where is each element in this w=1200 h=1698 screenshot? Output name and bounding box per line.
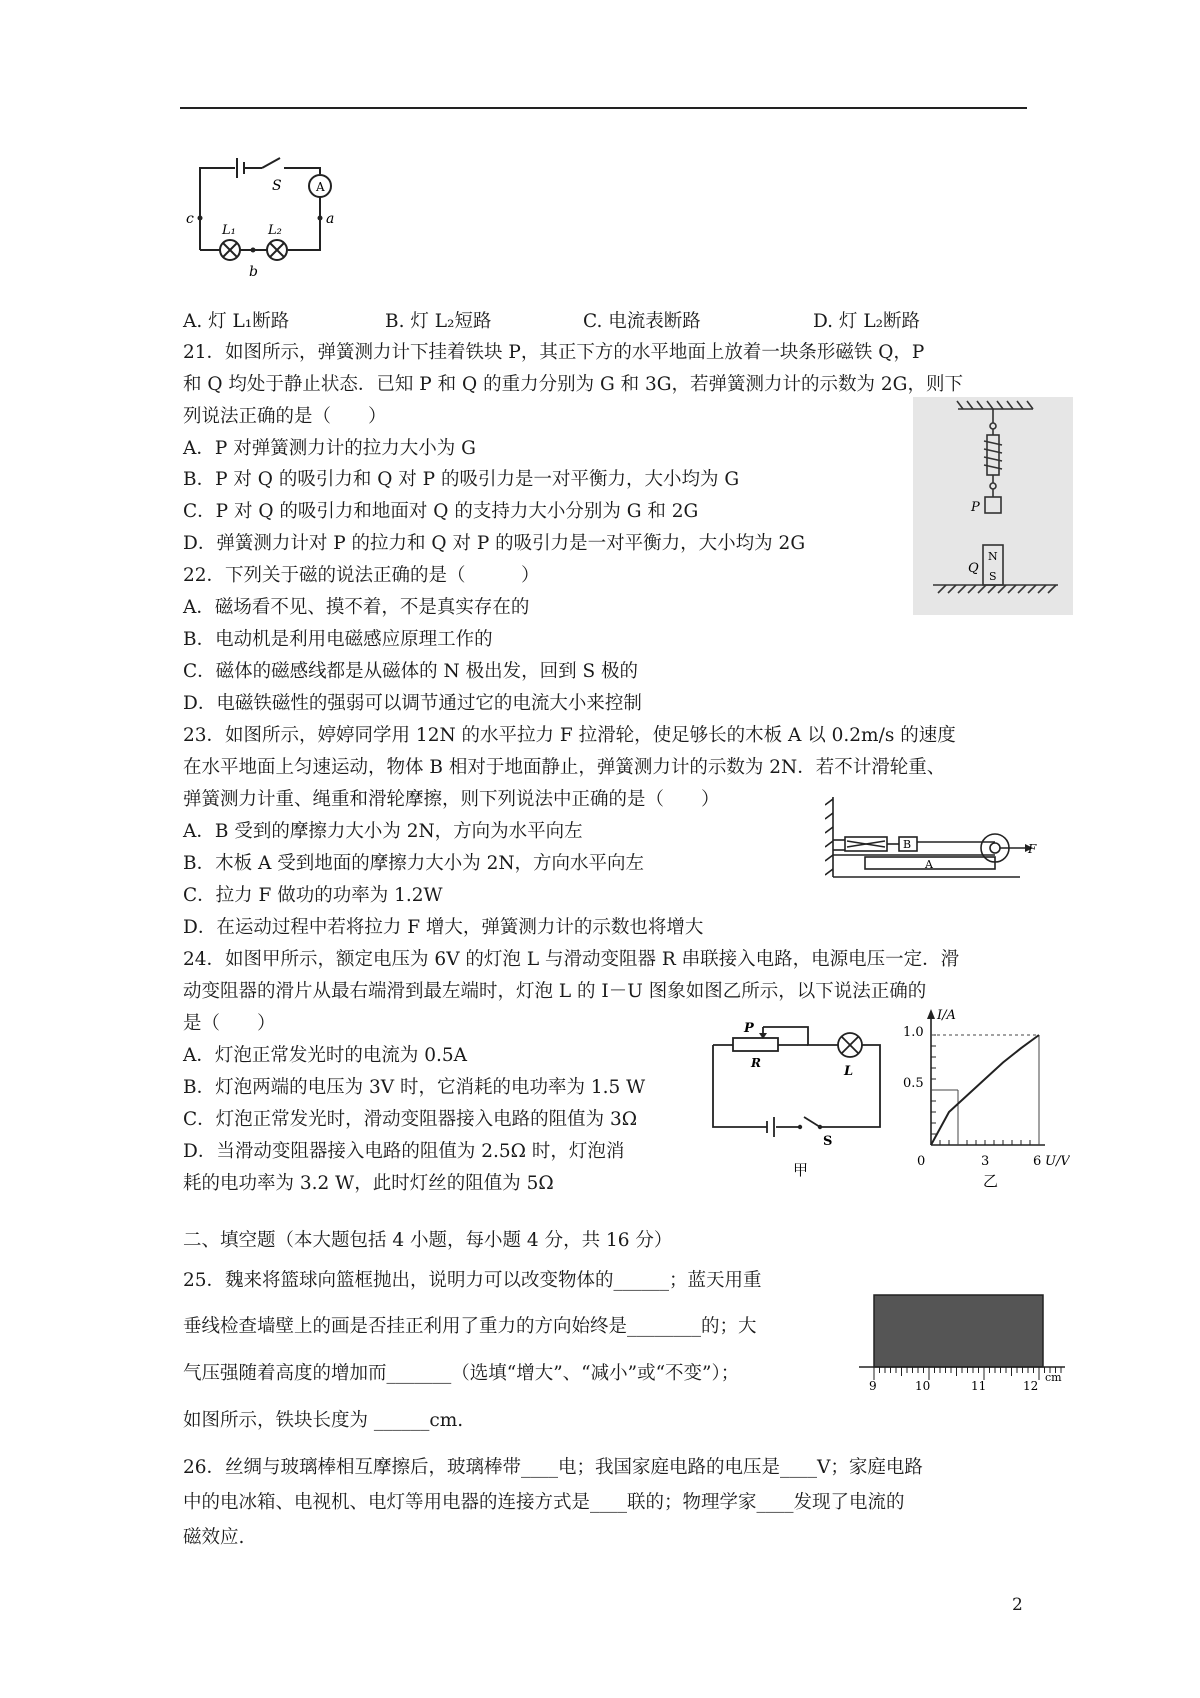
q20-label-a: a: [326, 211, 335, 227]
q24-circuit-figure: [708, 1015, 888, 1190]
q21-option-a: A．P 对弹簧测力计的拉力大小为 G: [183, 438, 476, 459]
q22-option-a: A．磁场看不见、摸不着，不是真实存在的: [183, 597, 530, 618]
q23-label-f: F: [1028, 842, 1037, 856]
q24-stem-line-3: 是（ ）: [183, 1013, 276, 1034]
q23-label-b: B: [903, 838, 912, 851]
q23-stem-line-1: 23．如图所示，婷婷同学用 12N 的水平拉力 F 拉滑轮，使足够长的木板 A 以 0.2m/s 的速度: [183, 725, 956, 746]
q24-option-b: B．灯泡两端的电压为 3V 时，它消耗的电功率为 1.5 W: [183, 1077, 646, 1098]
q24-option-d-cont: 耗的电功率为 3.2 W，此时灯丝的阻值为 5Ω: [183, 1173, 554, 1194]
q23-option-a: A．B 受到的摩擦力大小为 2N，方向为水平向左: [183, 821, 583, 842]
q20-label-b: b: [249, 264, 258, 280]
q20-option-b: B. 灯 L₂短路: [385, 311, 492, 332]
section-2-title: 二、填空题（本大题包括 4 小题，每小题 4 分，共 16 分）: [183, 1230, 673, 1251]
q21-label-q: Q: [968, 561, 979, 576]
q21-stem-line-2: 和 Q 均处于静止状态．已知 P 和 Q 的重力分别为 G 和 3G，若弹簧测力计的示数为 2G，则下: [183, 374, 963, 395]
q21-stem-line-3: 列说法正确的是（ ）: [183, 406, 387, 427]
q25-line-3: 气压强随着高度的增加而_______（选填“增大”、“减小”或“不变”）；: [183, 1363, 740, 1384]
q24-option-a: A．灯泡正常发光时的电流为 0.5A: [183, 1045, 468, 1066]
q20-circuit-figure: [180, 150, 360, 290]
q24-stem-line-1: 24．如图甲所示，额定电压为 6V 的灯泡 L 与滑动变阻器 R 串联接入电路，电源电压一定．滑: [183, 949, 960, 970]
ruler-label-9: 9: [869, 1379, 877, 1392]
q24-option-c: C．灯泡正常发光时，滑动变阻器接入电路的阻值为 3Ω: [183, 1109, 638, 1130]
q24-circuit-label-p: P: [744, 1021, 754, 1036]
ruler-label-12: 12: [1023, 1379, 1039, 1392]
q23-option-c: C．拉力 F 做功的功率为 1.2W: [183, 885, 443, 906]
q20-label-l1: L₁: [222, 223, 236, 238]
q22-option-c: C．磁体的磁感线都是从磁体的 N 极出发，回到 S 极的: [183, 661, 639, 682]
iu-caption: 乙: [983, 1172, 999, 1190]
iu-tick-y05: 0.5: [903, 1076, 924, 1091]
q23-option-b: B．木板 A 受到地面的摩擦力大小为 2N，方向水平向左: [183, 853, 645, 874]
q24-circuit-label-r: R: [751, 1056, 761, 1070]
q26-line-2: 中的电冰箱、电视机、电灯等用电器的连接方式是____联的；物理学家____发现了电流的: [183, 1492, 905, 1513]
q21-label-p: P: [971, 500, 980, 515]
q24-iu-graph: [895, 1005, 1070, 1190]
q23-label-a: A: [925, 858, 933, 871]
q23-pulley-figure: [825, 795, 1040, 885]
q24-option-d: D．当滑动变阻器接入电路的阻值为 2.5Ω 时，灯泡消: [183, 1141, 625, 1162]
q24-stem-line-2: 动变阻器的滑片从最右端滑到最左端时，灯泡 L 的 I－U 图象如图乙所示，以下说法正确的: [183, 981, 927, 1002]
q20-option-a: A. 灯 L₁断路: [183, 311, 290, 332]
q20-label-c: c: [186, 211, 194, 227]
iu-ylabel: I/A: [937, 1008, 956, 1023]
ruler-label-11: 11: [971, 1379, 987, 1392]
q24-circuit-label-l: L: [844, 1064, 854, 1079]
iu-tick-x3: 3: [981, 1154, 990, 1169]
q25-line-2: 垂线检查墙壁上的画是否挂正利用了重力的方向始终是________的；大: [183, 1316, 757, 1337]
iu-tick-y1: 1.0: [903, 1025, 924, 1040]
q26-line-3: 磁效应.: [183, 1527, 245, 1548]
q23-stem-line-3: 弹簧测力计重、绳重和滑轮摩擦，则下列说法中正确的是（ ）: [183, 789, 720, 810]
q20-option-c: C. 电流表断路: [583, 311, 701, 332]
iron-block: [874, 1295, 1043, 1367]
q25-line-4: 如图所示，铁块长度为 ______cm.: [183, 1410, 464, 1431]
iu-tick-x6: 6: [1033, 1154, 1042, 1169]
q24-circuit-label-s: S: [823, 1134, 833, 1149]
q21-label-n: N: [988, 550, 998, 563]
q25-line-1: 25．魏来将篮球向篮框抛出，说明力可以改变物体的______；蓝天用重: [183, 1270, 762, 1291]
q23-option-d: D．在运动过程中若将拉力 F 增大，弹簧测力计的示数也将增大: [183, 917, 704, 938]
q21-option-d: D．弹簧测力计对 P 的拉力和 Q 对 P 的吸引力是一对平衡力，大小均为 2G: [183, 533, 806, 554]
q20-label-s: S: [272, 178, 282, 194]
page-number: 2: [1012, 1595, 1023, 1615]
q22-option-b: B．电动机是利用电磁感应原理工作的: [183, 629, 493, 650]
ruler-unit: cm: [1045, 1371, 1062, 1384]
iu-origin: 0: [917, 1154, 926, 1169]
q21-spring-magnet-figure: [913, 397, 1073, 615]
q21-stem-line-1: 21．如图所示，弹簧测力计下挂着铁块 P，其正下方的水平地面上放着一块条形磁铁 Q，P: [183, 342, 925, 363]
q22-stem: 22．下列关于磁的说法正确的是（ ）: [183, 565, 540, 586]
q22-option-d: D．电磁铁磁性的强弱可以调节通过它的电流大小来控制: [183, 693, 642, 714]
q25-ruler-figure: [855, 1292, 1075, 1392]
header-rule: [180, 107, 1027, 109]
q21-option-b: B．P 对 Q 的吸引力和 Q 对 P 的吸引力是一对平衡力，大小均为 G: [183, 469, 740, 490]
q24-circuit-caption: 甲: [793, 1161, 809, 1179]
iu-xlabel: U/V: [1045, 1154, 1070, 1169]
q21-option-c: C．P 对 Q 的吸引力和地面对 Q 的支持力大小分别为 G 和 2G: [183, 501, 699, 522]
q21-label-s: S: [989, 570, 997, 583]
q20-option-d: D. 灯 L₂断路: [813, 311, 921, 332]
q23-stem-line-2: 在水平地面上匀速运动，物体 B 相对于地面静止，弹簧测力计的示数为 2N．若不计滑轮重、: [183, 757, 946, 778]
ruler-label-10: 10: [915, 1379, 931, 1392]
q26-line-1: 26．丝绸与玻璃棒相互摩擦后，玻璃棒带____电；我国家庭电路的电压是____V；家庭电路: [183, 1457, 923, 1478]
q20-label-l2: L₂: [268, 223, 282, 238]
q20-label-a-inside: A: [316, 180, 325, 194]
